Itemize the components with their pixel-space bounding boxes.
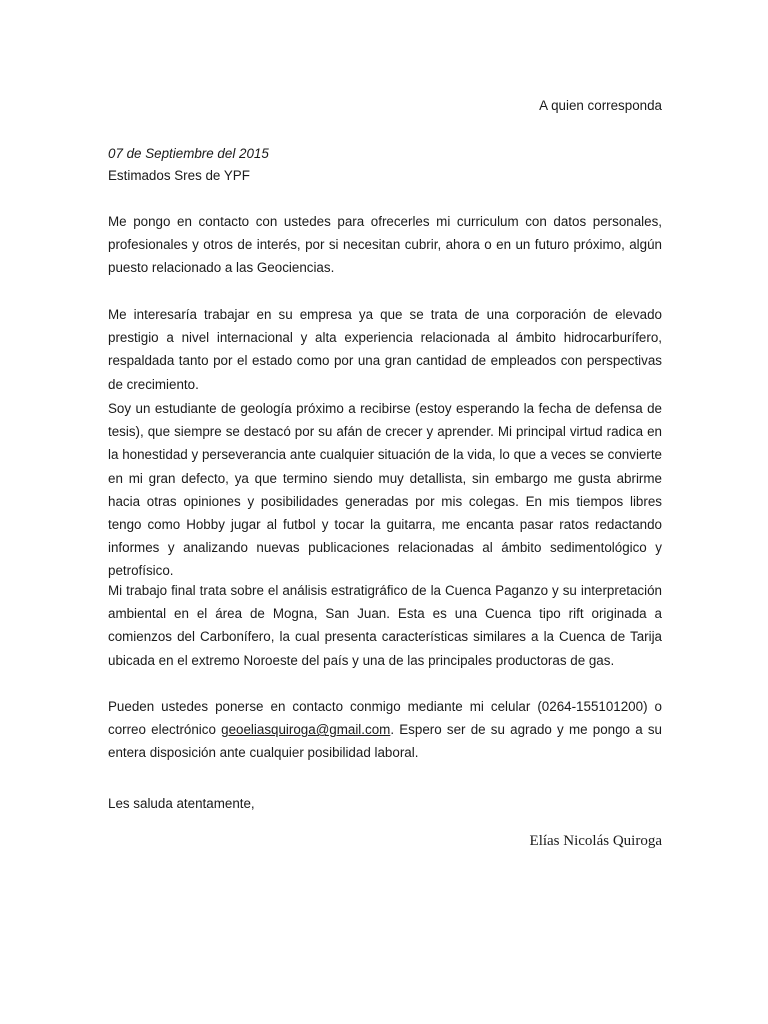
- contact-text-before: Pueden ustedes ponerse en contacto conmigo mediante mi celular (0264-155101200) o correo electrónico: [108, 699, 662, 738]
- signature-name: Elías Nicolás Quiroga: [529, 833, 662, 849]
- contact-text-after: . Espero ser de su agrado y me pongo a su entera disposición ante cualquier posibilidad laboral.: [108, 722, 663, 761]
- email-link[interactable]: geoeliasquiroga@gmail.com: [221, 722, 391, 738]
- paragraph-final-work: Mi trabajo final trata sobre el análisis estratigráfico de la Cuenca Paganzo y su interpretación ambiental en el área de Mogna, San Juan. Esta es una Cuenca tipo rift originada a comienzos del Carbonífero, la cual presenta características similares a la Cuenca de Tarija ubicada en el extremo Noroeste del país y una de las principales productoras de gas.: [108, 583, 662, 668]
- recipient-line: A quien corresponda: [539, 98, 662, 113]
- paragraph-introduction: Me pongo en contacto con ustedes para ofrecerles mi curriculum con datos personales, profesionales y otros de interés, por si necesitan cubrir, ahora o en un futuro próximo, algún puesto relacionado a las Geociencias.: [108, 214, 662, 276]
- paragraph-company-interest: Me interesaría trabajar en su empresa ya que se trata de una corporación de elevado prestigio a nivel internacional y alta experiencia relacionada al ámbito hidrocarburífero, respaldada tanto por el estado como por una gran cantidad de empleados con perspectivas de crecimiento.: [108, 307, 662, 392]
- letter-date: 07 de Septiembre del 2015: [108, 146, 269, 161]
- paragraph-contact: [108, 695, 662, 765]
- paragraph-personal-profile: Soy un estudiante de geología próximo a recibirse (estoy esperando la fecha de defensa de tesis), que siempre se destacó por su afán de crecer y aprender. Mi principal virtud radica en la honestidad y perseverancia ante cualquier situación de la vida, lo que a veces se convierte en mi gran defecto, ya que termino siendo muy detallista, sin embargo me gusta abrirme hacia otras opiniones y posibilidades generadas por mis colegas. En mis tiempos libres tengo como Hobby jugar al futbol y tocar la guitarra, me encanta pasar ratos redactando informes y analizando nuevas publicaciones relacionadas al ámbito sedimentológico y petrofísico.: [108, 401, 662, 579]
- closing-line: Les saluda atentamente,: [108, 796, 255, 811]
- letter-greeting: Estimados Sres de YPF: [108, 168, 250, 183]
- letter-page: [108, 0, 662, 1024]
